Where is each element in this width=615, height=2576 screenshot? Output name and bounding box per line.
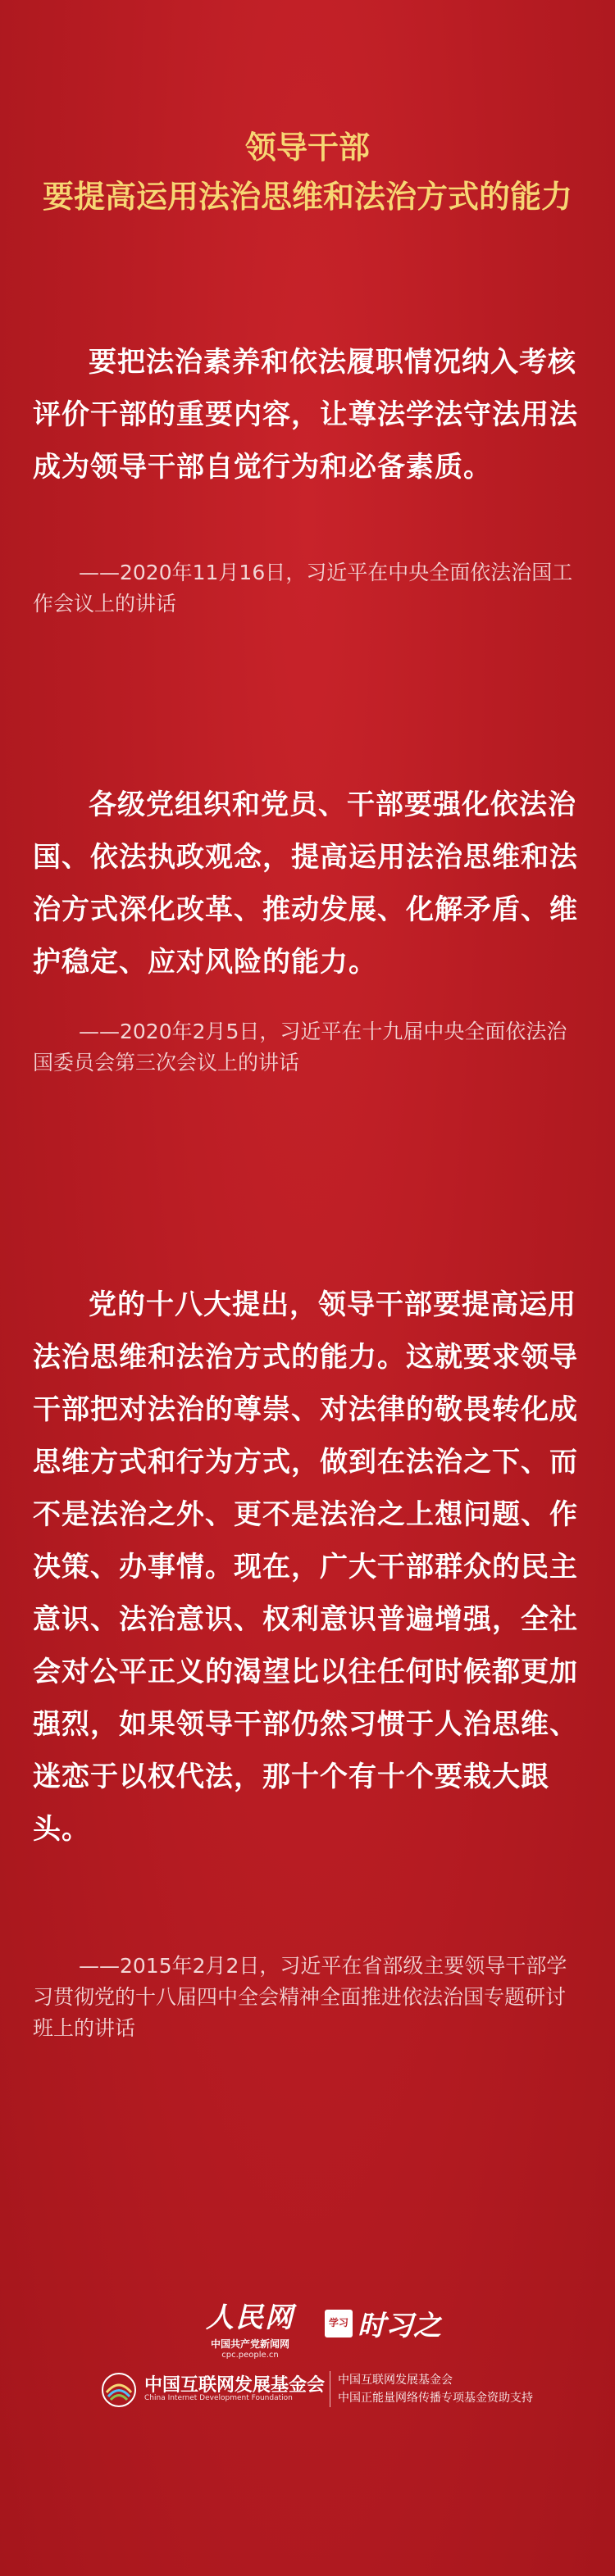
quote-1-text: 要把法治素养和依法履职情况纳入考核评价干部的重要内容，让尊法学法守法用法成为领导干部自觉行为和必备素质。	[33, 346, 578, 484]
rmw-sub-text: 中国共产党新闻网	[210, 2338, 289, 2350]
quote-2	[33, 779, 582, 988]
quote-2-source-block	[33, 1016, 582, 1079]
quote-2-text: 各级党组织和党员、干部要强化依法治国、依法执政观念，提高运用法治思维和法治方式深化改革、推动发展、化解矛盾、维护稳定、应对风险的能力。	[33, 788, 578, 979]
xuexi-seal-icon: 学习	[325, 2310, 353, 2337]
shixizhi-logo	[325, 2303, 441, 2343]
quote-1	[33, 336, 582, 493]
title-line-2: 要提高运用法治思维和法治方式的能力	[42, 179, 572, 215]
cidf-english-name: China Internet Development Foundation	[144, 2394, 293, 2402]
people-daily-logo	[197, 2295, 303, 2360]
quote-3-source: ——2015年2月2日，习近平在省部级主要领导干部学习贯彻党的十八届四中全会精神全面推进依法治国专题研讨班上的讲话	[33, 1954, 567, 2040]
sponsor-note	[338, 2371, 533, 2407]
rmw-logo-text: 人民网	[206, 2301, 294, 2334]
cidf-logo-icon	[100, 2371, 138, 2409]
title-line-1: 领导干部	[244, 129, 370, 166]
quote-3-source-block	[33, 1951, 582, 2044]
quote-3-text: 党的十八大提出，领导干部要提高运用法治思维和法治方式的能力。这就要求领导干部把对法治的尊崇、对法律的敬畏转化成思维方式和行为方式，做到在法治之下、而不是法治之外、更不是法治之上想问题、作决策、办事情。现在，广大干部群众的民主意识、法治意识、权利意识普遍增强，全社会对公平正义的渴望比以往任何时候都更加强烈，如果领导干部仍然习惯于人治思维、迷恋于以权代法，那十个有十个要栽大跟头。	[33, 1288, 578, 1846]
sponsor-note-line-2: 中国正能量网络传播专项基金资助支持	[338, 2392, 533, 2405]
shixizhi-text: 时习之	[358, 2310, 441, 2342]
page-title	[0, 123, 615, 221]
quote-3	[33, 1279, 582, 1856]
sponsor-note-line-1: 中国互联网发展基金会	[338, 2374, 453, 2387]
rmw-url-text: cpc.people.cn	[221, 2351, 279, 2360]
quote-1-source: ——2020年11月16日，习近平在中央全面依法治国工作会议上的讲话	[33, 561, 573, 616]
sponsor-logos	[0, 2365, 615, 2414]
quote-2-source: ——2020年2月5日，习近平在十九届中央全面依法治国委员会第三次会议上的讲话	[33, 1020, 567, 1074]
quote-1-source-block	[33, 557, 582, 620]
publisher-logos	[0, 2295, 615, 2360]
cidf-name: 中国互联网发展基金会	[144, 2375, 326, 2396]
